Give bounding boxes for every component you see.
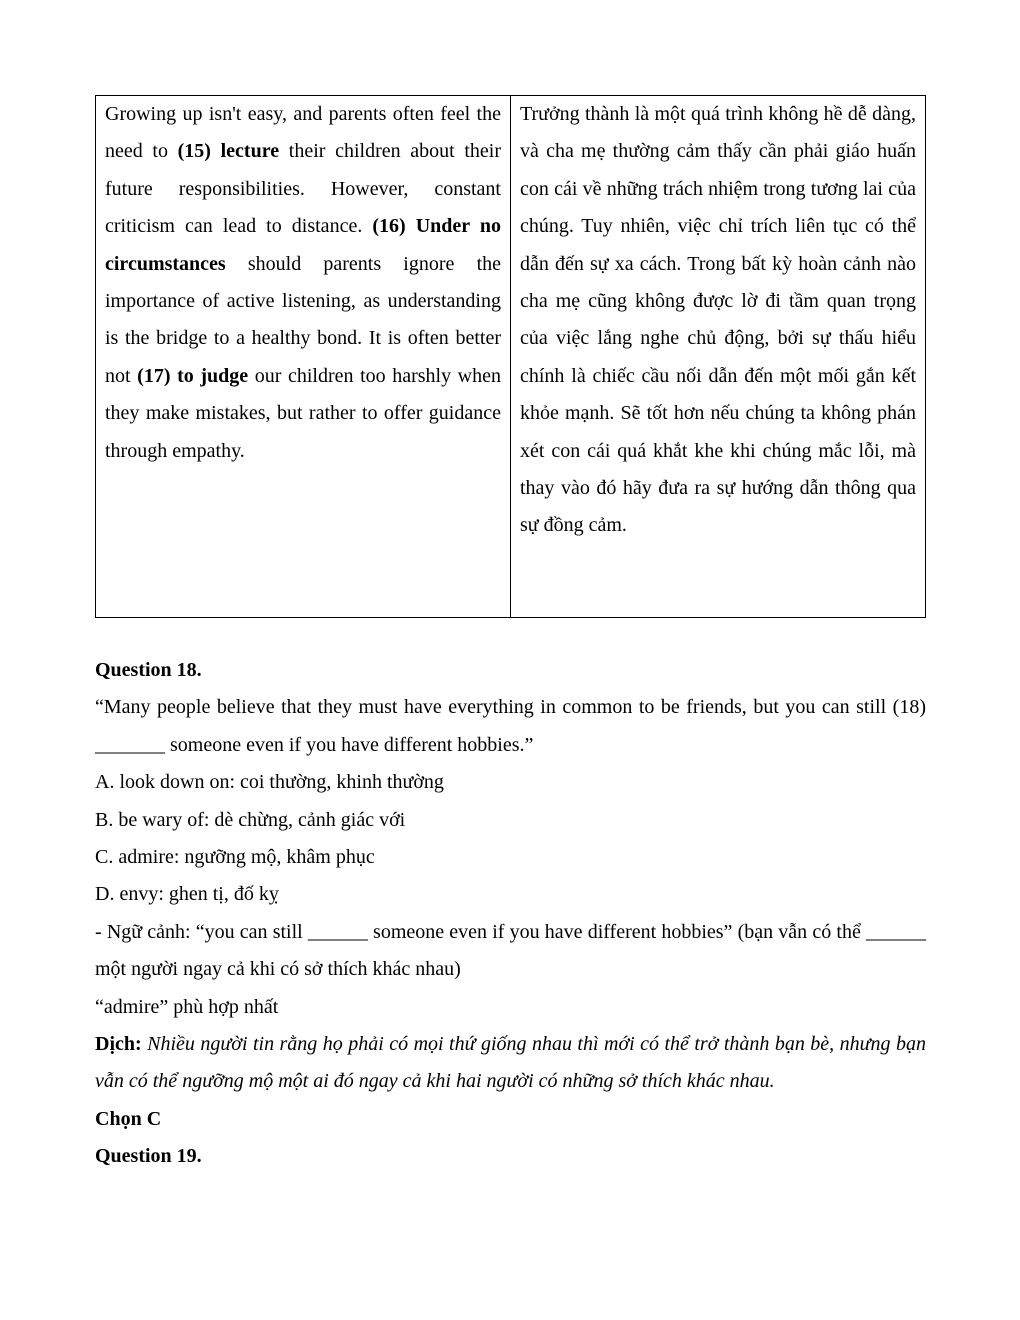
- question-18-prompt: “Many people believe that they must have everything in common to be friends, but you can still (18) _______ someone even if you have different hobbies.”: [95, 696, 926, 756]
- english-passage: Growing up isn't easy, and parents often feel the need to (15) lecture their children about their future responsibilities. However, constant criticism can lead to distance. (16) Under no circumstances should parents ignore the importance of active listening, as understanding is the bridge to a healthy bond. It is often better not (17) to judge our children too harshly when they make mistakes, but rather to offer guidance through empathy.: [105, 103, 502, 462]
- question-19-heading: Question 19.: [95, 1145, 202, 1168]
- english-passage-cell: [96, 96, 511, 618]
- answer-15: (15) lecture: [177, 140, 280, 163]
- question-18-heading: Question 18.: [95, 659, 202, 681]
- best-fit-note: “admire” phù hợp nhất: [95, 995, 279, 1018]
- option-d: D. envy: ghen tị, đố kỵ: [95, 883, 279, 906]
- option-a: A. look down on: coi thường, khinh thường: [95, 771, 444, 794]
- answer-16: (16) Under no circumstances: [105, 215, 501, 275]
- option-b: B. be wary of: dè chừng, cảnh giác với: [95, 808, 406, 831]
- document-page: [95, 95, 926, 1176]
- answer-choice: Chọn C: [95, 1107, 162, 1130]
- option-c: C. admire: ngưỡng mộ, khâm phục: [95, 846, 375, 869]
- translation-text: Nhiều người tin rằng họ phải có mọi thứ giống nhau thì mới có thể trở thành bạn bè, nhưng bạn vẫn có thể ngưỡng mộ một ai đó ngay cả khi hai người có những sở thích khác nhau.: [95, 1033, 926, 1093]
- context-note: - Ngữ cảnh: “you can still ______ someone even if you have different hobbies” (bạn vẫn có thể ______ một người ngay cả khi có sở thích khác nhau): [95, 920, 926, 981]
- vietnamese-passage-cell: [511, 96, 926, 618]
- translation-paragraph: [95, 1026, 926, 1101]
- vietnamese-passage: Trưởng thành là một quá trình không hề dễ dàng, và cha mẹ thường cảm thấy cần phải giáo huấn con cái về những trách nhiệm trong tương lai của chúng. Tuy nhiên, việc chỉ trích liên tục có thể dẫn đến sự xa cách. Trong bất kỳ hoàn cảnh nào cha mẹ cũng không được lờ đi tầm quan trọng của việc lắng nghe chủ động, bởi sự thấu hiểu chính là chiếc cầu nối dẫn đến một mối gắn kết khỏe mạnh. Sẽ tốt hơn nếu chúng ta không phán xét con cái quá khắt khe khi chúng mắc lỗi, mà thay vào đó hãy đưa ra sự hướng dẫn thông qua sự đồng cảm.: [520, 103, 916, 537]
- question-18-block: [95, 652, 926, 1176]
- bilingual-passage-table: [95, 95, 926, 618]
- answer-17: (17) to judge: [137, 364, 249, 387]
- translation-label: Dịch:: [95, 1033, 142, 1056]
